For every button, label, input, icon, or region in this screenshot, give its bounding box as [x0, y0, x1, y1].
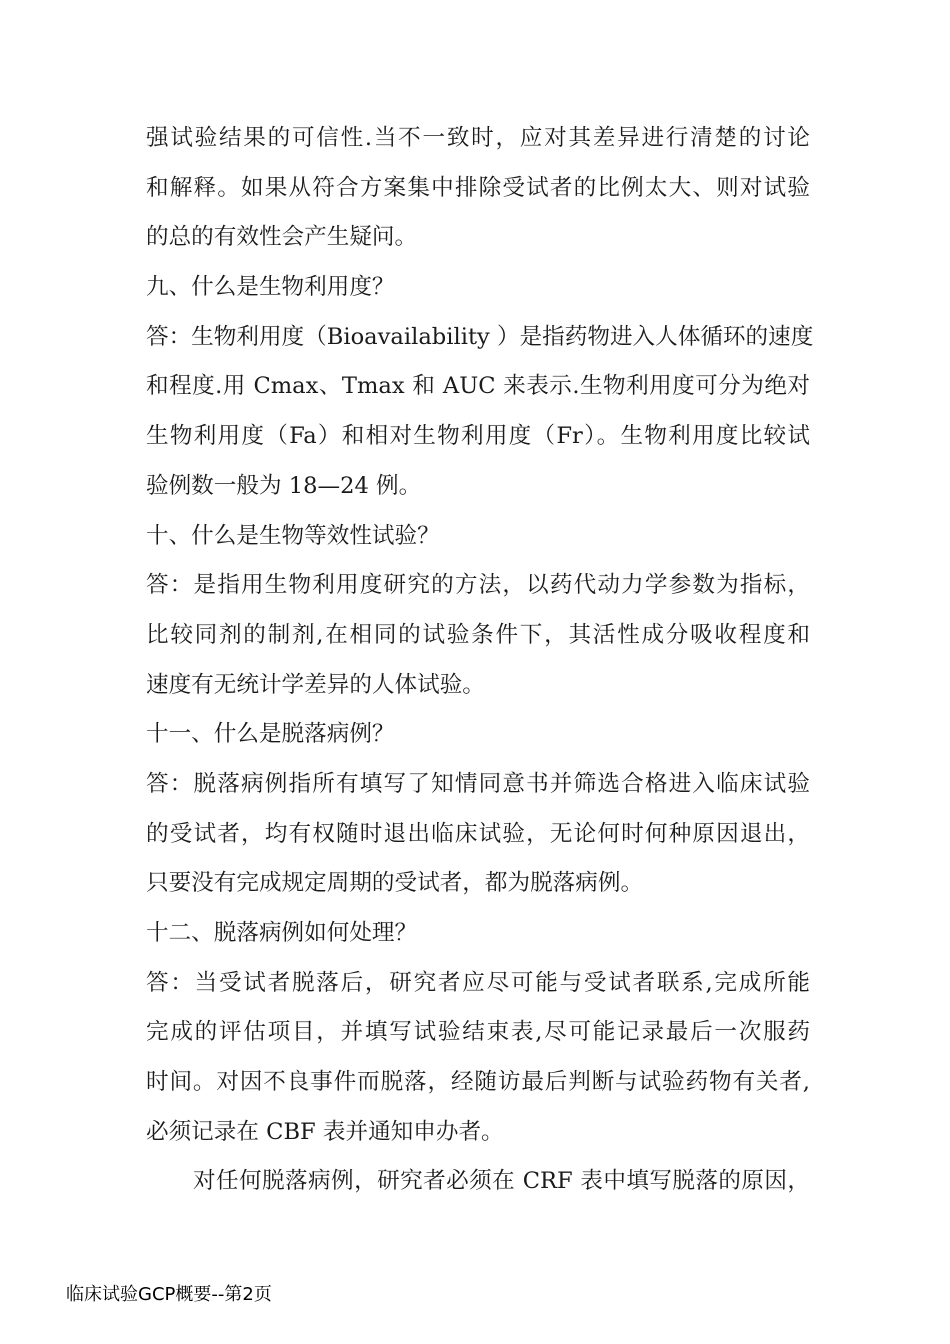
question-heading-9: 九、什么是生物利用度？	[146, 274, 395, 301]
question-heading-11: 十一、什么是脱落病例？	[146, 721, 395, 748]
page-footer: 临床试验GCP概要--第2页	[66, 1284, 272, 1305]
text-line: 生物利用度（Fa）和相对生物利用度（Fr）。生物利用度比较试	[146, 423, 810, 450]
text-line: 完成的评估项目，并填写试验结束表,尽可能记录最后一次服药	[146, 1019, 810, 1046]
text-line: 速度有无统计学差异的人体试验。	[146, 671, 485, 698]
text-line: 强试验结果的可信性.当不一致时，应对其差异进行清楚的讨论	[146, 125, 810, 151]
text-line: 必须记录在 CBF 表并通知申办者。	[146, 1118, 504, 1145]
text-line: 验例数一般为 18—24 例。	[146, 472, 422, 499]
text-line: 的受试者，均有权随时退出临床试验，无论何时何种原因退出，	[146, 820, 810, 847]
text-line: 时间。对因不良事件而脱落，经随访最后判断与试验药物有关者,	[146, 1069, 810, 1096]
text-line: 对任何脱落病例，研究者必须在 CRF 表中填写脱落的原因，	[193, 1168, 810, 1195]
text-line: 和程度.用 Cmax、Tmax 和 AUC 来表示.生物利用度可分为绝对	[146, 373, 810, 400]
text-line: 答：是指用生物利用度研究的方法，以药代动力学参数为指标，	[146, 572, 810, 599]
text-line: 比较同剂的制剂,在相同的试验条件下，其活性成分吸收程度和	[146, 621, 810, 648]
question-heading-10: 十、什么是生物等效性试验？	[146, 522, 440, 549]
text-line: 和解释。如果从符合方案集中排除受试者的比例太大、则对试验	[146, 174, 810, 201]
text-line: 答：生物利用度（Bioavailability ）是指药物进入人体循环的速度	[146, 323, 814, 350]
document-body	[146, 114, 814, 1207]
text-line: 只要没有完成规定周期的受试者，都为脱落病例。	[146, 870, 644, 897]
text-line: 答：当受试者脱落后，研究者应尽可能与受试者联系,完成所能	[146, 969, 810, 996]
question-heading-12: 十二、脱落病例如何处理？	[146, 920, 418, 946]
text-line: 答：脱落病例指所有填写了知情同意书并筛选合格进入临床试验	[146, 770, 810, 797]
text-line: 的总的有效性会产生疑问。	[146, 224, 418, 251]
